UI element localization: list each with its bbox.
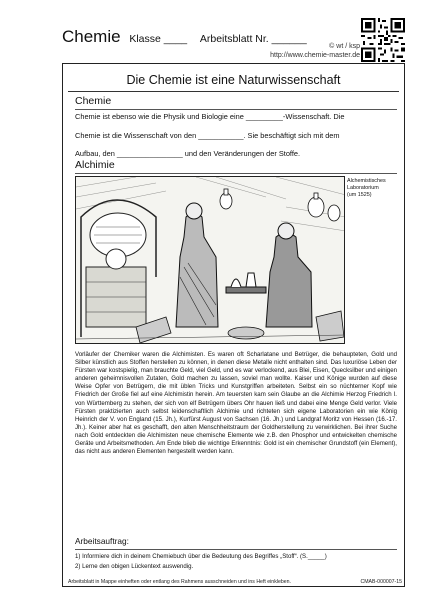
document-code: CMAB-000007-15 (360, 579, 402, 585)
section-heading-alchimie: Alchimie (75, 159, 115, 171)
section-divider (75, 173, 397, 174)
section-heading-chemie: Chemie (75, 95, 112, 107)
caption-line: Laboratorium (347, 184, 379, 191)
section-divider (75, 109, 397, 110)
cloze-line: Aufbau, den ________________ und den Veränderungen der Stoffe. (75, 149, 301, 158)
task-divider (75, 549, 397, 550)
cloze-text (75, 111, 400, 161)
cloze-line: Chemie ist ebenso wie die Physik und Biologie eine _________-Wissenschaft. Die (75, 112, 345, 121)
page-title: Die Chemie ist eine Naturwissenschaft (126, 73, 341, 87)
task-item: 1) Informiere dich in deinem Chemiebuch über die Bedeutung des Begriffes „Stoff“. (S._____) (75, 553, 327, 560)
copyright-text: © wt / ksp (329, 43, 360, 50)
website-url: http://www.chemie-master.de (270, 52, 360, 59)
arbeitsblatt-label: Arbeitsblatt Nr. ______ (199, 33, 307, 45)
footer-instruction: Arbeitsblatt in Mappe einheften oder entlang des Rahmens ausschneiden und ins Heft einkleben. (68, 579, 291, 585)
klasse-label: Klasse ____ (129, 33, 188, 45)
alchemy-laboratory-illustration (75, 176, 345, 344)
header-credits (270, 42, 360, 60)
cloze-line: Chemie ist die Wissenschaft von den ___________. Sie beschäftigt sich mit dem (75, 130, 340, 140)
figure-caption (347, 178, 403, 198)
caption-line: (um 1525) (347, 191, 372, 198)
task-item: 2) Lerne den obigen Lückentext auswendig. (75, 563, 194, 570)
caption-line: Alchemistisches (347, 178, 386, 184)
title-divider (68, 91, 399, 92)
subject-label: Chemie (62, 27, 121, 46)
task-heading: Arbeitsauftrag: (75, 536, 129, 546)
alchimie-paragraph: Vorläufer der Chemiker waren die Alchimisten. Es waren oft Scharlatane und Betrüger, die behaupteten, Gold und Silber künstlich aus Stoffen herstellen zu können, in denen diese Metalle nicht enthalten sind. Das luxuriöse Leben der Fürsten war kostspielig, man brauchte Geld, viel Geld, und es war verlockend, aus Blei, Eisen, Quecksilber und einigen anderen geheimnisvollen Zutaten, Gold machen zu lassen, soviel man wollte. Kaiser und Könige wurden auf diese Weise Opfer von Betrügern, die mit üblen Tricks und Kunstgriffen arbeiteten. Selbst ein so nüchterner Kopf wie Friedrich der Große fiel auf eine Alchimistin herein. Am teuersten kam sein Glaube an die Alchimie Herzog Friedrich I. von Württemberg zu stehen, der sich von elf Betrügern übers Ohr hauen ließ und dabei eine Menge Geld verlor. Viele Fürsten praktizierten auch selbst leidenschaftlich Alchimie und richteten sich eigene Laboratorien ein wie König Heinrich der V. von England (15. Jh.), Kurfürst August von Sachsen (16. Jh.) und Landgraf Moritz von Hessen (16.-17. Jh.). Keiner aber hat es geschafft, den alten Menschheitstraum der Goldherstellung zu verwirklichen. Bei ihrer Suche nach Gold entdeckten die Alchimisten neue chemische Elemente wie z.B. den Phosphor und entwickelten chemische Geräte und Arbeitsmethoden. Am Ende blieb die wichtige Erkenntnis: Gold ist ein chemischer Grundstoff (ein Element), das nicht aus anderen Elementen hergestellt werden kann. (75, 351, 397, 456)
qr-code-icon (361, 18, 405, 62)
woodcut-drawing (76, 177, 345, 344)
